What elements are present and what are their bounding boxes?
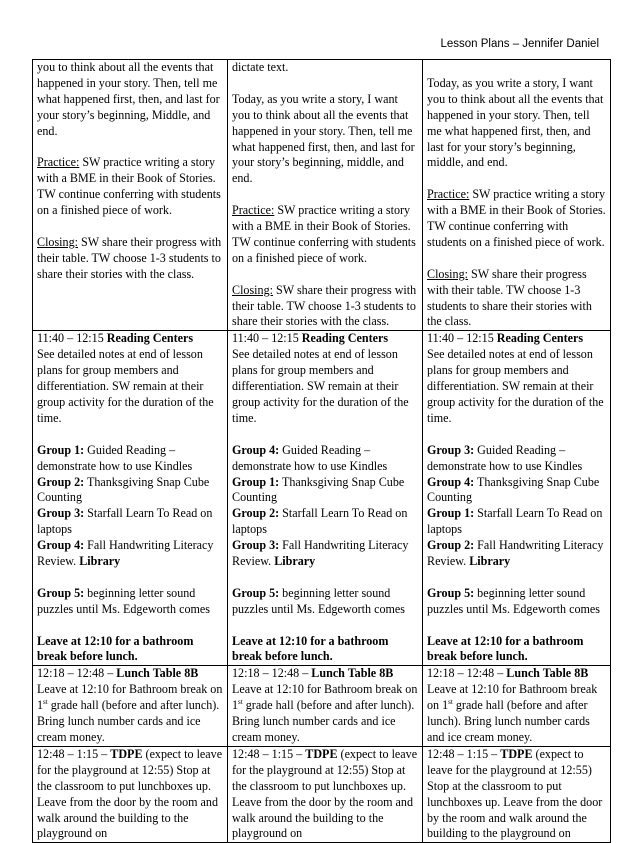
ordinal-sup: st: [238, 698, 243, 707]
practice-label: Practice:: [427, 187, 470, 202]
reading-centers-cell-1: [33, 331, 228, 666]
group-text: Guided Reading – demonstrate how to use Kindles: [232, 442, 388, 473]
group-label: Group 3:: [427, 442, 475, 457]
activity-title: Reading Centers: [106, 331, 194, 346]
group-text: Thanksgiving Snap Cube Counting: [427, 474, 600, 505]
lunch-text: [427, 682, 606, 746]
group-line: [232, 443, 418, 475]
group-label: Group 4:: [427, 474, 475, 489]
lunch-text-b: grade hall (before and after lunch). Bring lunch number cards and ice cream money.: [232, 698, 415, 744]
practice-text: SW practice writing a story with a BME in their Book of Stories. TW continue conferring with students on a finished piece of work.: [232, 203, 416, 265]
time-range: 12:18 – 12:48 –: [427, 666, 507, 681]
time-range: 11:40 – 12:15: [427, 331, 497, 346]
writing-intro: Today, as you write a story, I want you to think about all the events that happened in your story. Then, tell me what happened first, then, and last for your story’s beginning, middle, and end.: [427, 75, 604, 170]
lunch-text: [232, 682, 418, 746]
lunch-text-b: grade hall (before and after lunch). Bring lunch number cards and ice cream money.: [427, 698, 590, 744]
lunch-text-b: grade hall (before and after lunch). Bring lunch number cards and ice cream money.: [37, 698, 220, 744]
practice-label: Practice:: [37, 155, 80, 170]
time-range: 12:48 – 1:15 –: [427, 746, 501, 761]
activity-title: Lunch Table 8B: [506, 666, 589, 681]
pe-text: [427, 747, 606, 842]
group-line: [37, 475, 223, 507]
pe-cell-2: [228, 746, 423, 842]
pe-cell-3: [423, 746, 611, 842]
group-label: Group 4:: [232, 442, 280, 457]
time-heading: [427, 331, 606, 347]
group-text: beginning letter sound puzzles until Ms. Edgeworth comes: [427, 585, 600, 616]
lunch-cell-2: [228, 666, 423, 747]
practice-label: Practice:: [232, 203, 275, 218]
group-text: Fall Handwriting Literacy Review.: [37, 538, 214, 569]
group-line: [232, 586, 418, 618]
pe-row: [33, 746, 611, 842]
group-label: Group 5:: [37, 585, 85, 600]
lunch-text-a: Leave at 12:10 for Bathroom break on 1: [37, 682, 223, 713]
reading-intro: See detailed notes at end of lesson plans for group members and differentiation. SW remain at their group activity for the duration of the time.: [232, 347, 409, 425]
activity-title: Reading Centers: [301, 331, 389, 346]
time-heading: [427, 666, 606, 682]
time-range: 11:40 – 12:15: [37, 331, 107, 346]
lesson-plan-table: [32, 59, 611, 843]
reading-centers-cell-2: [228, 331, 423, 666]
closing-paragraph: [232, 283, 418, 331]
group-text: Starfall Learn To Read on laptops: [37, 506, 213, 537]
group-text: Guided Reading – demonstrate how to use Kindles: [37, 442, 193, 473]
page-header: Lesson Plans – Jennifer Daniel: [440, 38, 599, 50]
group-label: Group 2:: [427, 538, 475, 553]
time-range: 12:18 – 12:48 –: [232, 666, 312, 681]
activity-title: Lunch Table 8B: [311, 666, 394, 681]
group-line: [427, 586, 606, 618]
group-text: Fall Handwriting Literacy Review.: [427, 538, 604, 569]
practice-paragraph: [232, 203, 418, 267]
group-line: [427, 506, 606, 538]
activity-title: TDPE: [305, 746, 338, 761]
activity-title: TDPE: [500, 746, 533, 761]
group-line: [232, 538, 418, 570]
group-text: Guided Reading – demonstrate how to use Kindles: [427, 442, 583, 473]
reading-intro: See detailed notes at end of lesson plans for group members and differentiation. SW remain at their group activity for the duration of the time.: [427, 347, 604, 425]
group-label: Group 1:: [427, 506, 475, 521]
pe-details: (expect to leave for the playground at 12:55) Stop at the classroom to put lunchboxes up. Leave from the door by the room and walk around the building to the playground on: [427, 746, 603, 841]
reading-centers-row: [33, 331, 611, 666]
practice-text: SW practice writing a story with a BME in their Book of Stories. TW continue conferring with students on a finished piece of work.: [427, 187, 606, 249]
group-text: Fall Handwriting Literacy Review.: [232, 538, 409, 569]
writing-cell-1: [33, 60, 228, 331]
group-label: Group 4:: [37, 538, 85, 553]
ordinal-sup: st: [43, 698, 48, 707]
group-label: Group 1:: [37, 442, 85, 457]
group-label: Group 1:: [232, 474, 280, 489]
group-line: [427, 538, 606, 570]
library-label: Library: [469, 554, 511, 569]
leave-note: Leave at 12:10 for a bathroom break before lunch.: [232, 633, 389, 664]
reading-intro: See detailed notes at end of lesson plans for group members and differentiation. SW remain at their group activity for the duration of the time.: [37, 347, 214, 425]
practice-paragraph: [427, 187, 606, 251]
pe-cell-1: [33, 746, 228, 842]
group-line: [232, 506, 418, 538]
library-label: Library: [274, 554, 316, 569]
pe-details: (expect to leave for the playground at 12:55) Stop at the classroom to put lunchboxes up. Leave from the door by the room and walk around the building to the playground on: [232, 746, 418, 841]
library-label: Library: [79, 554, 121, 569]
pe-text: [232, 747, 418, 842]
group-line: [37, 586, 223, 618]
writing-row: [33, 60, 611, 331]
group-line: [37, 443, 223, 475]
lunch-text-a: Leave at 12:10 for Bathroom break on 1: [427, 682, 598, 713]
time-heading: [37, 331, 223, 347]
pe-details: (expect to leave for the playground at 12:55) Stop at the classroom to put lunchboxes up. Leave from the door by the room and walk around the building to the playground on: [37, 746, 223, 841]
closing-paragraph: [427, 267, 606, 331]
activity-title: Reading Centers: [496, 331, 584, 346]
closing-label: Closing:: [37, 234, 78, 249]
practice-paragraph: [37, 155, 223, 219]
pe-text: [37, 747, 223, 842]
writing-intro: Today, as you write a story, I want you to think about all the events that happened in your story. Then, tell me what happened first, then, and last for your story’s beginning, middle, and end.: [232, 91, 415, 186]
closing-text: SW share their progress with their table. TW choose 1-3 students to share their stories with the class.: [427, 266, 592, 329]
group-text: Starfall Learn To Read on laptops: [427, 506, 603, 537]
lunch-cell-3: [423, 666, 611, 747]
closing-text: SW share their progress with their table. TW choose 1-3 students to share their stories with the class.: [37, 234, 222, 281]
time-range: 11:40 – 12:15: [232, 331, 302, 346]
group-line: [37, 506, 223, 538]
lunch-cell-1: [33, 666, 228, 747]
group-line: [427, 443, 606, 475]
group-line: [427, 475, 606, 507]
lunch-text-a: Leave at 12:10 for Bathroom break on 1: [232, 682, 418, 713]
time-range: 12:48 – 1:15 –: [37, 746, 111, 761]
group-label: Group 2:: [232, 506, 280, 521]
practice-text: SW practice writing a story with a BME in their Book of Stories. TW continue conferring with students on a finished piece of work.: [37, 155, 221, 218]
activity-title: TDPE: [110, 746, 143, 761]
group-label: Group 5:: [232, 585, 280, 600]
activity-title: Lunch Table 8B: [116, 666, 199, 681]
writing-cell-2: [228, 60, 423, 331]
closing-paragraph: [37, 235, 223, 283]
time-heading: [37, 666, 223, 682]
group-text: Thanksgiving Snap Cube Counting: [37, 474, 210, 505]
time-heading: [232, 666, 418, 682]
group-label: Group 2:: [37, 474, 85, 489]
group-label: Group 5:: [427, 585, 475, 600]
group-text: beginning letter sound puzzles until Ms. Edgeworth comes: [232, 585, 405, 616]
group-label: Group 3:: [232, 538, 280, 553]
group-line: [37, 538, 223, 570]
group-label: Group 3:: [37, 506, 85, 521]
group-text: beginning letter sound puzzles until Ms. Edgeworth comes: [37, 585, 210, 616]
closing-text: SW share their progress with their table. TW choose 1-3 students to share their stories with the class.: [232, 282, 417, 329]
group-line: [232, 475, 418, 507]
time-range: 12:48 – 1:15 –: [232, 746, 306, 761]
writing-pre: dictate text.: [232, 60, 289, 74]
closing-label: Closing:: [427, 266, 468, 281]
leave-note: Leave at 12:10 for a bathroom break before lunch.: [37, 633, 194, 664]
time-range: 12:18 – 12:48 –: [37, 666, 117, 681]
writing-cell-3: [423, 60, 611, 331]
leave-note: Leave at 12:10 for a bathroom break before lunch.: [427, 633, 584, 664]
writing-intro: you to think about all the events that happened in your story. Then, tell me what happened first, then, and last for your story’s beginning, Middle, and end.: [37, 60, 220, 138]
time-heading: [232, 331, 418, 347]
ordinal-sup: st: [448, 698, 453, 707]
closing-label: Closing:: [232, 282, 273, 297]
group-text: Starfall Learn To Read on laptops: [232, 506, 408, 537]
lunch-row: [33, 666, 611, 747]
group-text: Thanksgiving Snap Cube Counting: [232, 474, 405, 505]
reading-centers-cell-3: [423, 331, 611, 666]
lunch-text: [37, 682, 223, 746]
